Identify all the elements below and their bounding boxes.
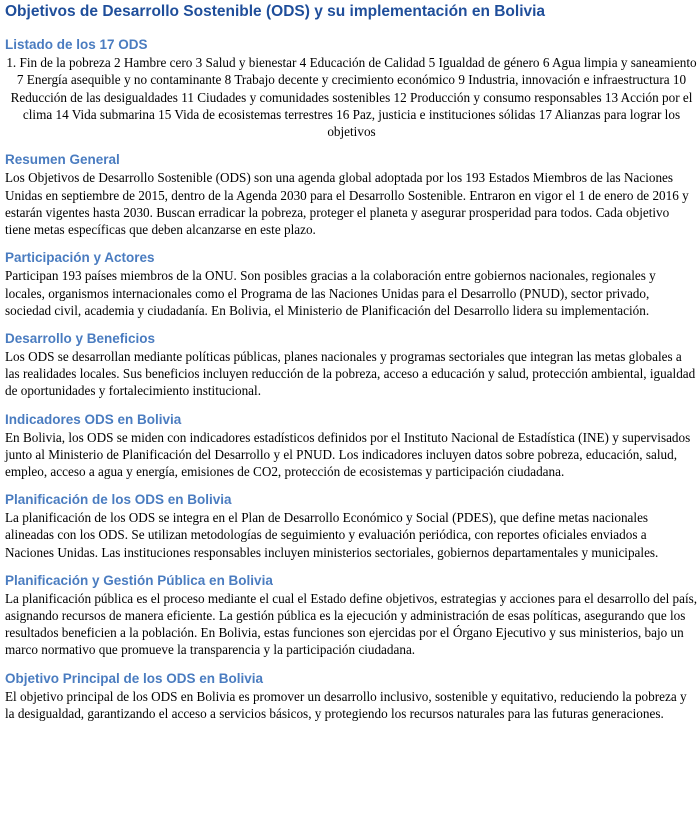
ods-item: 16 Paz, justicia e instituciones sólidas [336,106,536,122]
ods-item: 3 Salud y bienestar [195,55,297,70]
section-desarrollo-beneficios [5,330,698,400]
ods-item: 14 Vida submarina [55,106,155,122]
section-body: Los ODS se desarrollan mediante políticas públicas, planes nacionales y programas sectoriales que integran las metas globales a las realidades locales. Sus beneficios incluyen reducción de la pobreza, acceso a educación y salud, protección ambiental, igualdad de oportunidades y fortalecimiento institucional. [5,348,696,399]
page-title: Objetivos de Desarrollo Sostenible (ODS) y su implementación en Bolivia [5,3,546,20]
section-planificacion-ods [5,491,698,561]
ods-item: 7 Energía asequible y no contaminante [16,72,222,88]
section-heading: Indicadores ODS en Bolivia [5,411,182,427]
section-heading: Planificación y Gestión Pública en Bolivia [5,572,273,588]
section-body: Participan 193 países miembros de la ONU. Son posibles gracias a la colaboración entre gobiernos nacionales, regionales y locales, organismos internacionales como el Programa de las Naciones Unidas para el Desarrollo (PNUD), sector privado, sociedad civil, academia y ciudadanía. En Bolivia, el Ministerio de Planificación del Desarrollo lidera su implementación. [5,268,656,318]
ods-item: 2 Hambre cero [114,55,193,70]
ods-item: 11 Ciudades y comunidades sostenibles [181,89,391,105]
section-participacion-actores [5,249,698,319]
section-body: La planificación pública es el proceso mediante el cual el Estado define objetivos, estrategias y acciones para el desarrollo del país, asignando recursos de manera eficiente. La gestión pública es la ejecución y administración de esas políticas, asegurando que los resultados beneficien a la población. En Bolivia, estas funciones son ejercidas por el Órgano Ejecutivo y sus ministerios, bajo un marco normativo que promueve la transparencia y la participación ciudadana. [5,590,698,658]
ods-item: 17 Alianzas para lograr los objetivos [327,106,681,140]
section-heading: Participación y Actores [5,250,155,266]
section-objetivo-principal [5,670,698,722]
ods-item: 1. Fin de la pobreza [6,55,111,70]
section-heading: Desarrollo y Beneficios [5,330,156,346]
section-body: En Bolivia, los ODS se miden con indicadores estadísticos definidos por el Instituto Nacional de Estadística (INE) y supervisados junto al Ministerio de Planificación del Desarrollo y el PNUD. Los indicadores incluyen datos sobre pobreza, educación, salud, empleo, acceso a agua y energía, emisiones de CO2, protección de ecosistemas y participación ciudadana. [5,429,691,479]
section-body: Los Objetivos de Desarrollo Sostenible (ODS) son una agenda global adoptada por los 193 Estados Miembros de las Naciones Unidas en septiembre de 2015, dentro de la Agenda 2030 para el Desarrollo Sostenible. Entraron en vigor el 1 de enero de 2016 y estarán vigentes hasta 2030. Buscan erradicar la pobreza, proteger el planeta y asegurar prosperidad para todos. Cada objetivo tiene metas específicas que deben alcanzarse en este plazo. [5,170,689,238]
section-resumen-general [5,151,698,238]
ods-item: 8 Trabajo decente y crecimiento económico [224,72,456,88]
ods-item: 10 Reducción de las desigualdades [10,72,687,105]
ods-item: 4 Educación de Calidad [299,55,426,70]
ods-item: 6 Agua limpia y saneamiento [542,55,697,70]
ods-item: 5 Igualdad de género [428,55,540,70]
ods-item: 12 Producción y consumo responsables [393,89,602,105]
section-planificacion-gestion [5,572,698,659]
ods-item: 15 Vida de ecosistemas terrestres [158,106,333,122]
ods-listing-heading: Listado de los 17 ODS [5,37,148,52]
ods-list [5,54,698,140]
section-body: El objetivo principal de los ODS en Bolivia es promover un desarrollo inclusivo, sostenible y equitativo, reduciendo la pobreza y la desigualdad, garantizando el acceso a servicios básicos, y protegiendo los recursos naturales para las futuras generaciones. [5,688,687,721]
section-heading: Resumen General [5,152,120,168]
section-heading: Planificación de los ODS en Bolivia [5,492,232,508]
ods-item: 9 Industria, innovación e infraestructura [458,72,670,88]
section-heading: Objetivo Principal de los ODS en Bolivia [5,670,264,686]
section-indicadores [5,411,698,481]
ods-listing [5,36,698,140]
ods-item: 13 Acción por el clima [22,89,693,122]
section-body: La planificación de los ODS se integra en el Plan de Desarrollo Económico y Social (PDES), que define metas nacionales alineadas con los ODS. Se utilizan metodologías de seguimiento y evaluación periódica, con reportes oficiales enviados a Naciones Unidas. Las instituciones responsables incluyen ministerios sectoriales, gobiernos departamentales y municipales. [5,510,659,560]
